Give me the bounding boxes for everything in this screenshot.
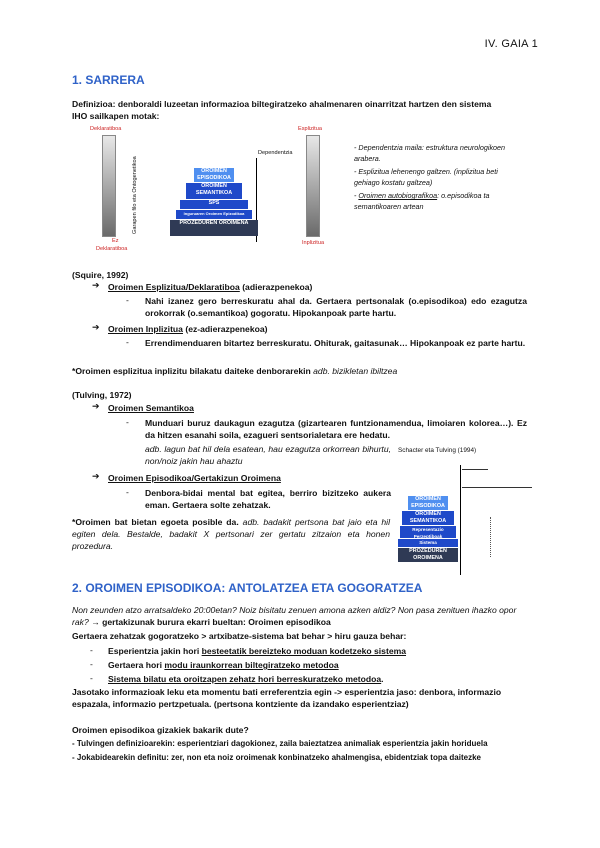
fig2-level-semantic: OROIMEN SEMANTIKOA bbox=[402, 511, 454, 525]
fig2-level-system: Sistema bbox=[398, 539, 458, 547]
tulving-item1-desc: Munduari buruz daukagun ezagutza (gizartearen funtzionamendua, limoiaren kolorea…). Ez da hitzen esanahi soila, ezagueri sentsorialetara ere hedatu. bbox=[145, 418, 527, 440]
squire-item2-desc: Errendimenduaren bitartez berreskuratu. Ohiturak, gaitasunak… Hipokanpoak ez parte hartu. bbox=[145, 338, 526, 348]
definition-text: Definizioa: denboraldi luzeetan informazioa biltegiratzeko ahalmenaren oinarritzat hartzen den sistema bbox=[72, 99, 492, 109]
tulving-item2-title: Oroimen Episodikoa/Gertakizun Oroimena bbox=[108, 473, 281, 483]
tulving-item1-title: Oroimen Semantikoa bbox=[108, 403, 194, 413]
squire-item2 bbox=[108, 323, 268, 335]
squire-item1-desc: Nahi izanez gero berreskuratu ahal da. Gertaera pertsonalak (o.episodikoa) edo ezagutza orokorrak (o.semantikoa) gogoratu. Hipokanpoak parte hartu. bbox=[145, 296, 527, 318]
tulving-note-bold: *Oroimen bat bietan egoeta posible da. bbox=[72, 517, 243, 527]
page-header: IV. GAIA 1 bbox=[484, 38, 538, 50]
dash-icon: - bbox=[126, 417, 129, 427]
vertical-development-label: Garapen filo eta Ontogenetikoa bbox=[132, 156, 138, 234]
squire-note-bold: *Oroimen esplizitua inplizitu bilakatu daiteke denborarekin bbox=[72, 366, 314, 376]
dash-icon: - bbox=[90, 673, 93, 683]
note-autobiographical: - Oroimen autobiografikoa: o.episodikoa ta semantikoaren artean bbox=[354, 191, 490, 211]
arrow-icon: ➔ bbox=[92, 401, 100, 411]
level-semantic: OROIMEN SEMANTIKOA bbox=[186, 183, 242, 199]
dash-icon: - bbox=[90, 645, 93, 655]
autobiographical-term: Oroimen autobiografikoa bbox=[358, 191, 438, 200]
fig2-level-procedural: PROZEDUREN OROIMENA bbox=[398, 548, 458, 562]
list-item-pre: Esperientzia jakin hori bbox=[108, 646, 202, 656]
list-item-underline: Sistema bilatu eta oroitzapen zehatz hori berreskuratzeko metodoa bbox=[108, 674, 382, 684]
level-environment: Inguruaren Oroimen Epizodikoa bbox=[176, 210, 252, 219]
memory-diagram bbox=[90, 126, 340, 256]
section-title-sarrera: 1. SARRERA bbox=[72, 73, 145, 87]
squire-heading: (Squire, 1992) bbox=[72, 270, 129, 280]
section2-question bbox=[72, 604, 534, 628]
explicit-bar bbox=[306, 135, 320, 237]
arrow-icon: ➔ bbox=[92, 471, 100, 481]
list-item-underline: besteetatik bereizteko moduan kodetzeko sistema bbox=[201, 646, 407, 656]
tulving-item2-desc: Denbora-bidai mental bat egitea, berriro bizitzeko aukera eman. Gertaera solte zehatzak. bbox=[145, 488, 391, 510]
label-dependency: Dependentzia bbox=[258, 150, 293, 156]
squire-item1-suffix: (adierazpenekoa) bbox=[239, 282, 313, 292]
fig2-vertical-line bbox=[460, 465, 461, 575]
autobiographical-desc: : o.episodikoa ta semantikoaren artean bbox=[354, 191, 490, 211]
tulving-item1-example: adb. lagun bat hil dela esatean, hau ezagutza orkorrean bihurtu, non/noiz jakin hau ahaztu bbox=[145, 444, 391, 466]
list-item-pre: Gertaera hori bbox=[108, 660, 165, 670]
tulving-heading: (Tulving, 1972) bbox=[72, 390, 132, 400]
squire-item1-title: Oroimen Esplizitua/Deklaratiboa bbox=[108, 282, 240, 292]
squire-note-italic: adb. bizikletan ibiltzea bbox=[313, 366, 398, 376]
list-item-underline: modu iraunkorrean biltegiratzeko metodoa bbox=[164, 660, 339, 670]
section2-p3: Oroimen episodikoa gizakiek bakarik dute? bbox=[72, 725, 249, 735]
level-sps: SPS bbox=[180, 200, 248, 209]
level-procedural: PROZEDUREN OROIMENA bbox=[170, 220, 258, 236]
declarative-bar bbox=[102, 135, 116, 237]
dash-icon: - bbox=[126, 487, 129, 497]
dash-icon: - bbox=[90, 659, 93, 669]
squire-item1 bbox=[108, 281, 312, 293]
note-dependency: - Dependentzia maila: estruktura neurologikoen arabera. bbox=[354, 143, 506, 163]
section2-bullet1: - Tulvingen definizioarekin: esperientziari dagokionez, zaila baieztatzea animaliak esperientzia jakin horiduela bbox=[72, 739, 488, 748]
question-italic: Non zeunden atzo arratsaldeko 20:00etan? Noiz bisitatu zenuen amona azken aldiz? Non pasa zenituen ihazko opor rak? bbox=[72, 605, 517, 627]
fig2-level-episodic: OROIMEN EPISODIKOA bbox=[408, 496, 448, 510]
level-episodic: OROIMEN EPISODIKOA bbox=[194, 168, 234, 182]
label-non-declarative: Deklaratiboa bbox=[96, 246, 128, 252]
schacter-tulving-diagram bbox=[398, 447, 538, 582]
squire-item2-suffix: (ez-adierazpenekoa) bbox=[182, 324, 268, 334]
section2-bullet2: - Jokabidearekin definitu: zer, non eta noiz oroimenak konbinatzeko ahalmengisa, ebidentziak topa daitezke bbox=[72, 753, 481, 762]
section2-p2: Jasotako informazioak leku eta momentu bati erreferentzia egin -> esperientzia jaso: denbora, informazio espazala, informazio pertzpetuala. (pertsona kontziente da izandako esperientziaz) bbox=[72, 687, 502, 709]
label-implicit: Inplizitua bbox=[302, 240, 325, 246]
fig2-annotation-list bbox=[490, 517, 531, 557]
list-item bbox=[108, 659, 339, 671]
classification-text: IHO sailkapen motak: bbox=[72, 111, 160, 121]
label-ez: Ez bbox=[112, 238, 119, 244]
fig2-annotation-line bbox=[462, 469, 488, 474]
section2-p1: Gertaera zehatzak gogoratzeko > artxibatze-sistema bat behar > hiru gauza behar: bbox=[72, 631, 407, 641]
tulving-note-italic: adb. badakit pertsona bat jaio eta hil egiten dela. Bestalde, badakit X pertsonari zer gertatu zitzaion eta honen prozedura. bbox=[72, 517, 391, 551]
list-item bbox=[108, 673, 384, 685]
list-item bbox=[108, 645, 406, 657]
fig2-annotation-line bbox=[462, 487, 532, 498]
arrow-icon: ➔ bbox=[92, 322, 100, 332]
squire-item2-title: Oroimen Inplizitua bbox=[108, 324, 183, 334]
list-item-post: . bbox=[381, 674, 384, 684]
squire-note bbox=[72, 365, 397, 377]
label-declarative: Deklaratiboa bbox=[90, 126, 122, 132]
fig2-level-perceptual: Representazio Perzeptiboak bbox=[400, 526, 456, 538]
section-title-episodic: 2. OROIMEN EPISODIKOA: ANTOLATZEA ETA GOGORATZEA bbox=[72, 581, 423, 595]
note-explicit: - Esplizitua lehenengo galtzen. (inplizitua beti gehiago kostatu galtzea) bbox=[354, 167, 498, 187]
figure2-title: Schacter eta Tulving (1994) bbox=[398, 447, 477, 454]
label-explicit: Esplizitua bbox=[298, 126, 322, 132]
dash-icon: - bbox=[126, 337, 129, 347]
question-bold: → gertakizunak burura ekarri bueltan: Oroimen episodikoa bbox=[88, 617, 331, 627]
tulving-note bbox=[72, 516, 390, 552]
dash-icon: - bbox=[126, 295, 129, 305]
arrow-icon: ➔ bbox=[92, 280, 100, 290]
